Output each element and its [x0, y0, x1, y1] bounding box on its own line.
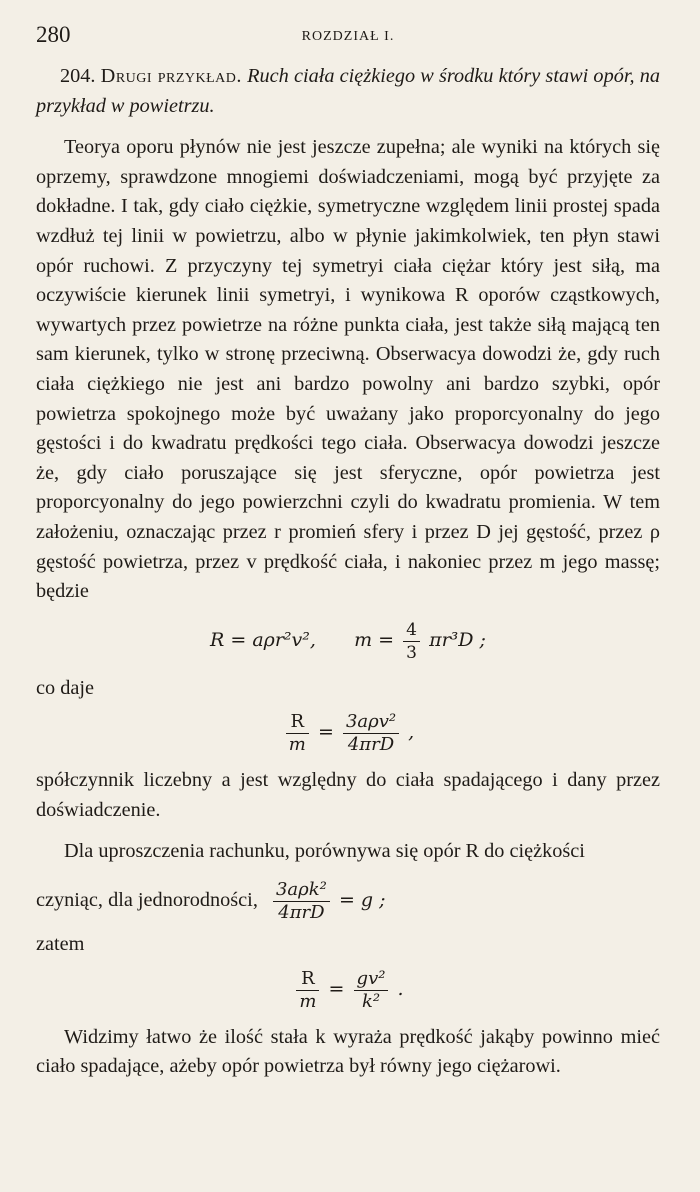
page-number: 280: [36, 22, 71, 47]
formula-resistance: [36, 619, 660, 664]
formula-4-right-num: gv²: [354, 968, 389, 991]
formula-2-right-fraction: [343, 711, 399, 756]
section-heading: [36, 62, 660, 121]
formula-1-fraction: [403, 619, 420, 664]
formula-4-equals: =: [328, 977, 345, 1000]
running-head: ROZDZIAŁ I.: [301, 29, 395, 44]
formula-2-right-den: 4πrD: [347, 734, 395, 756]
formula-4-right-fraction: [354, 968, 389, 1013]
formula-2-equals: =: [317, 721, 334, 744]
page-header: [36, 22, 660, 52]
formula-3-tail: = g ;: [338, 889, 386, 912]
formula-3-num: 3aρk²: [273, 879, 330, 902]
formula-1-lhs: R = aρr²v²,: [210, 628, 316, 651]
formula-2-left-den: m: [288, 734, 306, 756]
paragraph-4: Widzimy łatwo że ilość stała k wyraża prędkość jakąby powinno mieć ciało spadające, ażeby opór powietrza był równy jego ciężarowi.: [36, 1025, 660, 1078]
formula-1-den: 3: [406, 642, 417, 663]
formula-4-tail: .: [397, 977, 404, 1000]
section-label: Drugi przykład.: [100, 65, 242, 87]
paragraph-3-lead: czyniąc, dla jednorodności,: [36, 889, 258, 912]
formula-4-left-num: R: [296, 968, 319, 991]
section-number: 204.: [60, 65, 96, 87]
formula-3-fraction: [273, 879, 330, 924]
formula-4-left-fraction: [296, 968, 319, 1013]
formula-final: [36, 968, 660, 1013]
paragraph-1: Teorya oporu płynów nie jest jeszcze zupełna; ale wyniki na których się oprzemy, sprawdzone mnogiemi doświadczeniami, mogą być przyjęte za dokładne. I tak, gdy ciało ciężkie, symetryczne względem linii prostej spada wzdłuż tej linii w powietrzu, albo w płynie jakimkolwiek, ten płyn stawi opór ruchowi. Z przyczyny tej symetryi ciała ciężar który jest siłą, ma oczywiście kierunek linii symetryi, i wynikowa R oporów cząstkowych, wywartych przez powietrze na różne punkta ciała, jest także siłą mającą ten sam kierunek, tylko w stronę przeciwną. Obserwacya dowodzi że, gdy ruch ciała ciężkiego nie jest ani bardzo powolny ani bardzo szybki, opór powietrza spokojnego może być uważany jako proporcyonalny do jego gęstości i do kwadratu prędkości tego ciała. Obserwacya dowodzi jeszcze że, gdy ciało poruszające się jest sferyczne, opór powietrza jest proporcyonalny do jego powierzchni czyli do kwadratu promienia. W tem założeniu, oznaczając przez r promień sfery i przez D jej gęstość, przez ρ gęstość powietrza, przez v prędkość ciała, i nakoniec przez m jego massę; będzie: [36, 136, 660, 603]
formula-1-tail: πr³D ;: [429, 628, 486, 651]
formula-4-left-den: m: [299, 990, 317, 1012]
section-title: Ruch ciała ciężkiego w środku który stawi opór, na przykład w powietrzu.: [36, 65, 661, 117]
paragraph-zatem: zatem: [36, 933, 85, 956]
formula-homogeneity: [36, 879, 660, 924]
formula-4-right-den: k²: [361, 990, 381, 1012]
formula-2-left-fraction: [286, 711, 309, 756]
formula-1-mass: m =: [354, 628, 395, 651]
paragraph-3: Dla uproszczenia rachunku, porównywa się opór R do ciężkości: [64, 840, 585, 863]
formula-2-right-num: 3aρv²: [343, 711, 399, 734]
paragraph-2: spółczynnik liczebny a jest względny do ciała spadającego i dany przez doświadczenie.: [36, 769, 660, 821]
paragraph-co-daje: co daje: [36, 676, 94, 699]
page-body: [36, 62, 660, 1094]
formula-1-num: 4: [403, 619, 420, 642]
formula-ratio: [36, 711, 660, 756]
formula-2-left-num: R: [286, 711, 309, 734]
formula-3-den: 4πrD: [278, 902, 325, 924]
formula-2-tail: ,: [408, 721, 415, 744]
